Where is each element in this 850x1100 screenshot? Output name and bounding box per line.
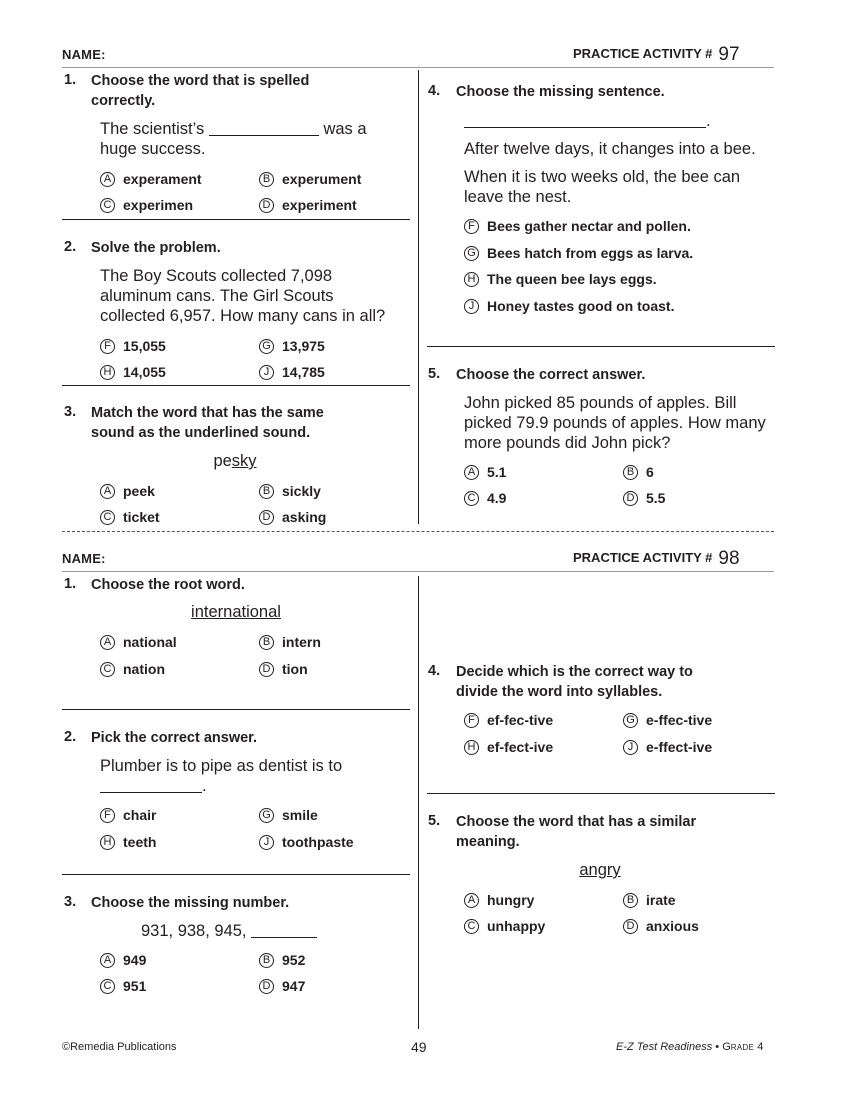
answer-option[interactable]: J 14,785 (259, 364, 325, 380)
question-prompt: Match the word that has the same sound as the underlined sound. (91, 405, 324, 441)
answer-option[interactable]: H The queen bee lays eggs. (464, 271, 657, 287)
question-prompt: Choose the word that is spelled correctly. (91, 73, 310, 109)
header-rule (62, 571, 774, 572)
missing-sentence-line: . (464, 111, 711, 131)
answer-option[interactable]: A experament (100, 171, 202, 187)
answer-option[interactable]: D experiment (259, 197, 357, 213)
cut-line (62, 531, 774, 532)
answer-option[interactable]: C nation (100, 661, 165, 677)
column-divider (418, 576, 419, 1029)
answer-option[interactable]: C 951 (100, 978, 146, 994)
question-prompt: Choose the correct answer. (456, 367, 646, 383)
question-divider (62, 219, 410, 220)
question-prompt: Decide which is the correct way to divide the word into syllables. (456, 664, 693, 700)
question-prompt: Choose the word that has a similar meaning. (456, 814, 697, 850)
question-divider (427, 346, 775, 347)
answer-option[interactable]: F chair (100, 807, 156, 823)
question-divider (62, 874, 410, 875)
question-divider (62, 709, 410, 710)
answer-option[interactable]: H 14,055 (100, 364, 166, 380)
answer-blank (464, 127, 706, 128)
name-label: NAME: (62, 47, 106, 62)
answer-option[interactable]: B 952 (259, 952, 305, 968)
answer-option[interactable]: D anxious (623, 918, 699, 934)
question-body: After twelve days, it changes into a bee. When it is two weeks old, the bee can leave the nest. (464, 140, 756, 206)
question-prompt: Choose the root word. (91, 577, 245, 593)
question-body: Plumber is to pipe as dentist is to . (100, 757, 343, 795)
question-body: The Boy Scouts collected 7,098 aluminum cans. The Girl Scouts collected 6,957. How many cans in all? (100, 267, 386, 325)
question-divider (62, 385, 410, 386)
activity-label: PRACTICE ACTIVITY # (573, 46, 713, 61)
answer-blank (251, 937, 317, 938)
target-word: international (191, 603, 281, 621)
answer-option[interactable]: A hungry (464, 892, 534, 908)
answer-option[interactable]: H teeth (100, 834, 156, 850)
question-number: 3. (64, 894, 77, 910)
question-number: 1. (64, 576, 77, 592)
question-number: 2. (64, 239, 77, 255)
answer-option[interactable]: A national (100, 634, 177, 650)
answer-option[interactable]: F 15,055 (100, 338, 166, 354)
question-prompt: Choose the missing sentence. (456, 84, 665, 100)
question-number: 5. (428, 366, 441, 382)
answer-option[interactable]: G e-ffec-tive (623, 712, 712, 728)
activity-label: PRACTICE ACTIVITY # (573, 550, 713, 565)
target-word: pesky (213, 452, 257, 470)
answer-option[interactable]: J e-ffect-ive (623, 739, 712, 755)
answer-option[interactable]: J toothpaste (259, 834, 354, 850)
question-number: 4. (428, 663, 441, 679)
series-title: E-Z Test Readiness • GRADE 4 (616, 1041, 764, 1053)
answer-option[interactable]: D asking (259, 509, 326, 525)
question-body: The scientist’s was a huge success. (100, 120, 367, 158)
answer-option[interactable]: A 949 (100, 952, 146, 968)
name-label: NAME: (62, 551, 106, 566)
answer-option[interactable]: B sickly (259, 483, 321, 499)
answer-option[interactable]: A peek (100, 483, 155, 499)
question-number: 2. (64, 729, 77, 745)
answer-option[interactable]: A 5.1 (464, 464, 506, 480)
activity-number: 98 (718, 548, 740, 569)
answer-option[interactable]: H ef-fect-ive (464, 739, 553, 755)
answer-option[interactable]: D 947 (259, 978, 305, 994)
answer-option[interactable]: B irate (623, 892, 676, 908)
answer-option[interactable]: B 6 (623, 464, 654, 480)
activity-number: 97 (718, 44, 740, 65)
answer-option[interactable]: C ticket (100, 509, 160, 525)
number-sequence: 931, 938, 945, (141, 921, 317, 941)
question-prompt: Solve the problem. (91, 240, 221, 256)
question-prompt: Pick the correct answer. (91, 730, 258, 746)
answer-option[interactable]: C unhappy (464, 918, 545, 934)
question-number: 4. (428, 83, 441, 99)
question-number: 3. (64, 404, 77, 420)
question-number: 1. (64, 72, 77, 88)
answer-option[interactable]: C experimen (100, 197, 193, 213)
activity-header (573, 44, 740, 66)
target-word: angry (579, 861, 621, 879)
answer-option[interactable]: F Bees gather nectar and pollen. (464, 218, 691, 234)
activity-header (573, 548, 740, 570)
answer-option[interactable]: F ef-fec-tive (464, 712, 553, 728)
answer-option[interactable]: J Honey tastes good on toast. (464, 298, 674, 314)
answer-option[interactable]: C 4.9 (464, 490, 506, 506)
question-divider (427, 793, 775, 794)
question-body: John picked 85 pounds of apples. Bill picked 79.9 pounds of apples. How many more pounds did John pick? (464, 394, 766, 452)
question-prompt: Choose the missing number. (91, 895, 290, 911)
answer-blank (209, 135, 319, 136)
answer-option[interactable]: B intern (259, 634, 321, 650)
answer-option[interactable]: G smile (259, 807, 318, 823)
answer-option[interactable]: G 13,975 (259, 338, 325, 354)
publisher-credit: ©Remedia Publications (62, 1041, 177, 1053)
answer-option[interactable]: G Bees hatch from eggs as larva. (464, 245, 693, 261)
answer-option[interactable]: B experument (259, 171, 361, 187)
page-number: 49 (411, 1039, 427, 1055)
answer-option[interactable]: D 5.5 (623, 490, 665, 506)
column-divider (418, 70, 419, 524)
header-rule (62, 67, 774, 68)
answer-option[interactable]: D tion (259, 661, 308, 677)
answer-blank (100, 792, 202, 793)
question-number: 5. (428, 813, 441, 829)
